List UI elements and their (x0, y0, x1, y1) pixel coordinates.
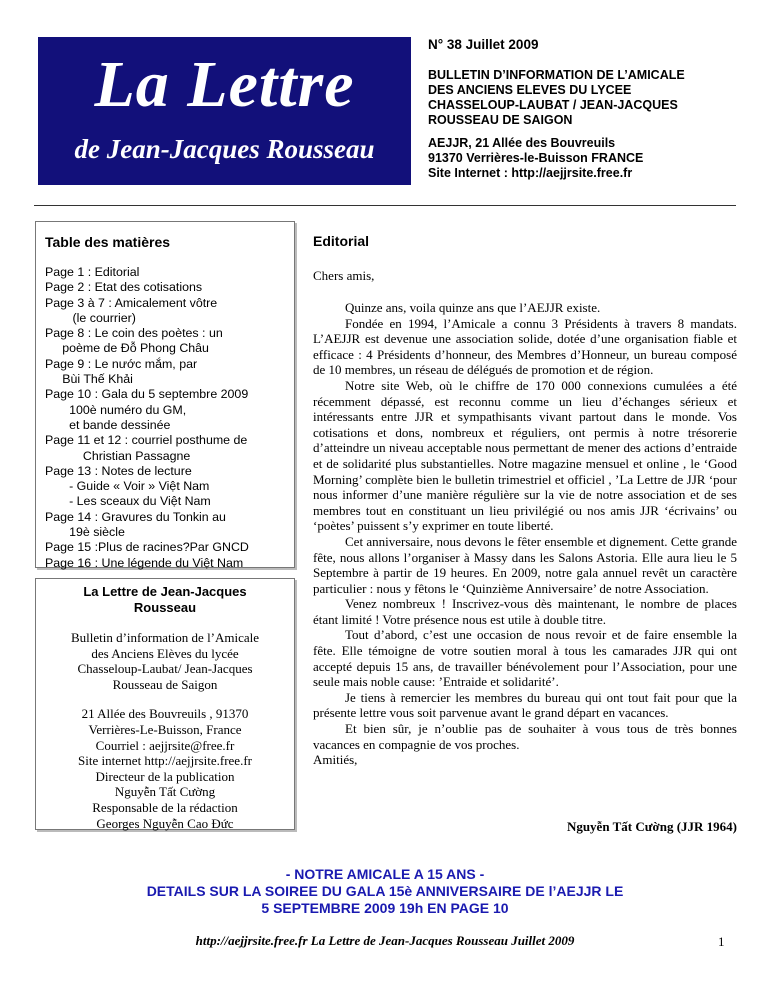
postal-address (428, 136, 748, 181)
address-line: AEJJR, 21 Allée des Bouvreuils (428, 136, 616, 150)
issue-number: N° 38 Juillet 2009 (428, 37, 539, 52)
editorial-greeting: Chers amis, (313, 268, 375, 283)
toc-list (45, 265, 293, 571)
info-title-line: La Lettre de Jean-Jacques (83, 584, 247, 599)
page-footer: http://aejjrsite.free.fr La Lettre de Jean-Jacques Rousseau Juillet 2009 (195, 933, 575, 948)
page-number: 1 (718, 934, 725, 949)
editorial-paragraph: Fondée en 1994, l’Amicale a connu 3 Présidents à travers 8 mandats. L’AEJJR est devenue une association solide, dotée d’une organisation fiable et efficace : 4 Présidents d’honneur, des Membres d’Honneur, un bureau composé de 10 membres, un réseau de délégués de promotion et de région. (313, 315, 737, 378)
masthead-title: La Lettre (94, 48, 355, 121)
toc-entry: Page 11 et 12 : courriel posthume de (45, 433, 248, 448)
bulletin-line: ROUSSEAU DE SAIGON (428, 113, 573, 127)
info-person: Nguyễn Tất Cường (114, 784, 216, 800)
editorial-paragraph: Notre site Web, où le chiffre de 170 000 connexions cumulées a été récemment dépassé, est reconnu comme un lieu d’échanges sérieux et intéressants entre JJR et sympathisants vivant partout dans le monde. Vos cotisations et dons, nombreux et réguliers, ont permis à notre trésorerie d’atteindre un niveau acceptable nous permettant de mener des actions d’entraide et de solidarité plus substantielles. Notre magazine mensuel et online , le ‘Good Morning’ complète bien le bulletin trimestriel et officiel , ’La Lettre de JJR ‘pour nous informer d’une manière régulière sur la vie de notre association et de ses membres tout en constituant un lieu privilégié ou nos amis JJR ‘écrivains’ ou ‘poètes’ puissent s’y exprimer en toute liberté. (313, 377, 737, 534)
editorial-paragraph: Cet anniversaire, nous devons le fêter ensemble et dignement. Cette grande fête, nous allons l’organiser à Massy dans les Salons Astoria. Elle aura lieu le 5 Septembre à partir de 19 heures. En 2009, notre gala annuel revêt un caractère particulier : nous y fêtons le ‘Quinzième Anniversaire’ de notre Association. (313, 533, 737, 596)
info-description-line: Chasseloup-Laubat/ Jean-Jacques (77, 661, 253, 677)
toc-entry: Page 3 à 7 : Amicalement vôtre (45, 295, 218, 310)
toc-entry: Christian Passagne (45, 448, 191, 463)
info-email: Courriel : aejjrsite@free.fr (95, 737, 235, 753)
info-address-line: 21 Allée des Bouvreuils , 91370 (81, 706, 249, 722)
editorial-heading: Editorial (313, 233, 370, 249)
announcement-line: 5 SEPTEMBRE 2009 19h EN PAGE 10 (261, 900, 509, 916)
toc-entry: Page 2 : Etat des cotisations (45, 280, 203, 295)
toc-entry: (le courrier) (45, 310, 136, 325)
editorial-paragraph: Tout d’abord, c’est une occasion de nous revoir et de faire ensemble la fête. Elle témoigne de votre soutien moral à tous les camarades JJR qui ont accepté depuis 15 ans, de travailler bénévolement pour l’Association, pour une seule mais noble cause: ’Entraide et solidarité’. (313, 627, 737, 690)
bulletin-description (428, 68, 748, 128)
info-website: Site internet http://aejjrsite.free.fr (78, 753, 252, 769)
toc-entry: 19è siècle (45, 525, 125, 540)
toc-entry: Page 9 : Le nước mắm, par (45, 356, 198, 371)
editorial-body (313, 300, 737, 768)
table-of-contents (35, 221, 295, 568)
info-address-line: Verrières-Le-Buisson, France (88, 721, 242, 737)
info-contact (36, 706, 294, 831)
gala-announcement (34, 866, 736, 917)
toc-entry: Page 1 : Editorial (45, 265, 140, 279)
address-line: 91370 Verrières-le-Buisson FRANCE (428, 151, 644, 165)
toc-entry: - Les sceaux du Việt Nam (45, 494, 211, 509)
bulletin-line: BULLETIN D’INFORMATION DE L’AMICALE (428, 68, 685, 82)
toc-entry: Page 16 : Une légende du Việt Nam (45, 555, 244, 570)
announcement-line: - NOTRE AMICALE A 15 ANS - (285, 866, 485, 882)
toc-entry: et bande dessinée (45, 417, 171, 432)
info-description-line: Rousseau de Saigon (112, 676, 218, 692)
info-role: Responsable de la rédaction (92, 799, 238, 815)
announcement-line: DETAILS SUR LA SOIREE DU GALA 15è ANNIVERSAIRE DE l’AEJJR LE (146, 883, 624, 899)
toc-entry: poème de Đỗ Phong Châu (45, 341, 209, 356)
toc-entry: Page 13 : Notes de lecture (45, 463, 192, 478)
editorial-paragraph: Je tiens à remercier les membres du bureau qui ont tout fait pour que la présente lettre vous soit parvenue avant le grand départ en vacances. (313, 689, 737, 721)
editorial-signature: Nguyễn Tất Cường (JJR 1964) (566, 819, 737, 834)
header-divider (34, 205, 736, 206)
info-title (36, 584, 294, 616)
toc-entry: Page 10 : Gala du 5 septembre 2009 (45, 387, 249, 402)
masthead-banner (38, 37, 411, 185)
address-line: Site Internet : http://aejjrsite.free.fr (428, 166, 633, 180)
info-description (36, 630, 294, 692)
info-role: Directeur de la publication (95, 768, 235, 784)
masthead-subtitle: de Jean-Jacques Rousseau (74, 134, 375, 164)
info-description-line: Bulletin d’information de l’Amicale (70, 630, 260, 645)
toc-heading: Table des matières (45, 234, 171, 250)
info-title-line: Rousseau (133, 600, 197, 615)
toc-entry: Page 15 :Plus de racines?Par GNCD (45, 540, 249, 555)
editorial-paragraph: Venez nombreux ! Inscrivez-vous dès maintenant, le nombre de places étant limité ! Votre présence nous est utile à double titre. (313, 596, 737, 627)
bulletin-line: CHASSELOUP-LAUBAT / JEAN-JACQUES (428, 98, 678, 112)
editorial-closing: Amitiés, (313, 752, 358, 768)
toc-entry: Page 8 : Le coin des poètes : un (45, 326, 223, 341)
bulletin-line: DES ANCIENS ELEVES DU LYCEE (428, 83, 632, 97)
editorial-paragraph: Et bien sûr, je n’oublie pas de souhaiter à vous tous de très bonnes vacances en compagnie de vos proches. (313, 721, 737, 752)
toc-entry: - Guide « Voir » Việt Nam (45, 479, 210, 494)
info-person: Georges Nguyễn Cao Đức (96, 815, 234, 831)
publication-info-box (35, 578, 295, 830)
toc-entry: 100è numéro du GM, (45, 402, 187, 417)
editorial-paragraph: Quinze ans, voila quinze ans que l’AEJJR existe. (345, 300, 601, 315)
info-description-line: des Anciens Elèves du lycée (91, 645, 239, 661)
toc-entry: Page 14 : Gravures du Tonkin au (45, 509, 226, 524)
toc-entry: Bùi Thế Khải (45, 372, 133, 387)
